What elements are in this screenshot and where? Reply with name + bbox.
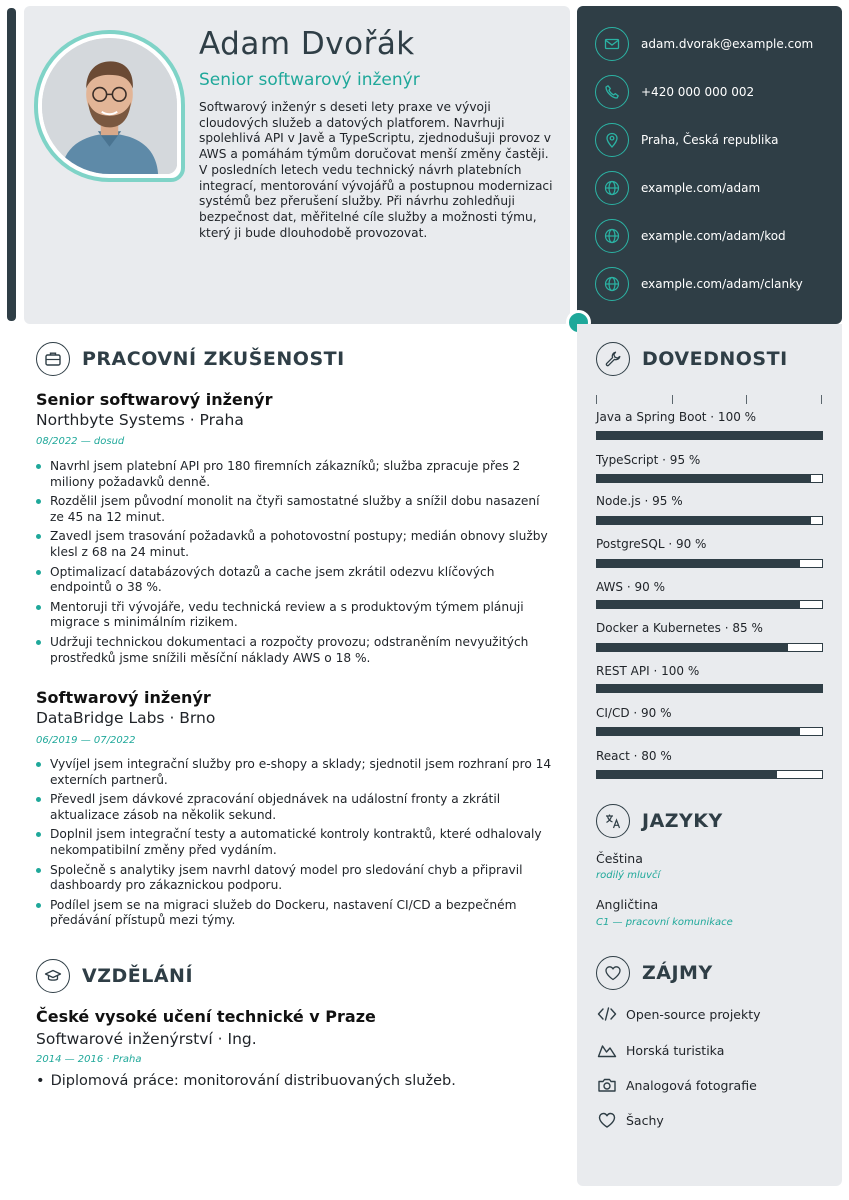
list-item: Optimalizací databázových dotazů a cache jsem zkrátil odezvu klíčových endpointů o 38 %. (36, 565, 556, 596)
contact-articles[interactable] (595, 267, 803, 301)
skill-bar-fill (597, 771, 777, 778)
scale-tick (821, 395, 822, 404)
interest-label: Open-source projekty (626, 1006, 761, 1022)
interest-label: Horská turistika (626, 1042, 725, 1058)
education-dates: 2014 — 2016 · Praha (36, 1054, 142, 1065)
skill-bar (596, 474, 823, 483)
profile-photo (42, 38, 177, 174)
graduation-cap-icon (36, 959, 70, 993)
job-1-company: Northbyte Systems · Praha (36, 411, 244, 429)
interest-item (596, 1039, 724, 1061)
education-thesis: • Diplomová práce: monitorování distribuovaných služeb. (36, 1073, 456, 1089)
mountain-icon (596, 1039, 618, 1061)
globe-icon (595, 219, 629, 253)
skill-bar (596, 516, 823, 525)
list-item: Rozdělil jsem původní monolit na čtyři samostatné služby a snížil dobu nasazení ze 45 na 12 minut. (36, 494, 556, 525)
education-degree: Softwarové inženýrství · Ing. (36, 1030, 257, 1048)
job-1-bullets (36, 459, 556, 670)
contact-website-text: example.com/adam (641, 181, 761, 195)
skills-heading (596, 342, 788, 376)
skill-bar-fill (597, 644, 788, 651)
skills-title: DOVEDNOSTI (642, 348, 788, 370)
skill-label: AWS · 90 % (596, 580, 665, 594)
skill-bar (596, 600, 823, 609)
job-2-company: DataBridge Labs · Brno (36, 709, 216, 727)
languages-title: JAZYKY (642, 810, 723, 832)
wrench-icon (596, 342, 630, 376)
skill-label: Java a Spring Boot · 100 % (596, 410, 757, 424)
profile-summary: Softwarový inženýr s deseti lety praxe ve vývoji cloudových služeb a datových platforem. Navrhuji spolehlivá API v Javě a TypeScriptu, zjednodušuji provoz v AWS a pomáhám týmům doručovat menší změny častěji. V posledních letech vedu technický návrh platebních integrací, mentorování vývojářů a postupnou modernizaci systémů bez přerušení služby. Při návrhu zohledňuji bezpečnost dat, měřitelné cíle služby a možnosti týmu, který ji bude dlouhodobě provozovat. (199, 100, 553, 240)
contact-location-text: Praha, Česká republika (641, 133, 779, 147)
list-item: Udržuji technickou dokumentaci a rozpočty provozu; odstraněním nevyužitých prostředků jsme snížili měsíční náklady AWS o 18 %. (36, 635, 556, 666)
phone-icon (595, 75, 629, 109)
candidate-name: Adam Dvořák (199, 26, 415, 62)
contact-email[interactable] (595, 27, 813, 61)
skill-bar (596, 431, 823, 440)
camera-icon (596, 1074, 618, 1096)
interests-heading (596, 956, 713, 990)
contact-website[interactable] (595, 171, 760, 205)
interest-item (596, 1003, 761, 1025)
skill-bar-fill (597, 601, 800, 608)
skill-label: React · 80 % (596, 749, 672, 763)
interests-title: ZÁJMY (642, 962, 713, 984)
job-1-title: Senior softwarový inženýr (36, 390, 273, 409)
job-2-bullets (36, 757, 556, 933)
contact-phone-text: +420 000 000 002 (641, 85, 755, 99)
list-item: Vyvíjel jsem integrační služby pro e-shopy a sklady; sjednotil jsem rozhraní pro 14 externích partnerů. (36, 757, 556, 788)
accent-strip (7, 8, 16, 321)
translate-icon (596, 804, 630, 838)
skill-scale (596, 395, 822, 405)
contact-email-text: adam.dvorak@example.com (641, 37, 814, 51)
language-name: Angličtina (596, 897, 659, 912)
skill-bar-fill (597, 475, 811, 482)
skill-label: PostgreSQL · 90 % (596, 537, 707, 551)
globe-icon (595, 267, 629, 301)
language-level: rodilý mluvčí (596, 870, 661, 881)
language-level: C1 — pracovní komunikace (596, 917, 733, 928)
heart-icon (596, 1109, 618, 1131)
list-item: Převedl jsem dávkové zpracování objednávek na událostní fronty a zkrátil aktualizace zásob na několik sekund. (36, 792, 556, 823)
contact-articles-text: example.com/adam/clanky (641, 277, 803, 291)
education-title: VZDĚLÁNÍ (82, 965, 194, 987)
skill-label: Node.js · 95 % (596, 494, 683, 508)
mail-icon (595, 27, 629, 61)
contact-code[interactable] (595, 219, 786, 253)
contact-location (595, 123, 778, 157)
skill-label: REST API · 100 % (596, 664, 700, 678)
experience-heading (36, 342, 345, 376)
languages-heading (596, 804, 723, 838)
scale-tick (746, 395, 747, 404)
list-item: Společně s analytiky jsem navrhl datový model pro sledování chyb a připravil dashboardy pro zákaznickou podporu. (36, 863, 556, 894)
skill-bar-fill (597, 560, 800, 567)
list-item: Zavedl jsem trasování požadavků a pohotovostní postupy; medián obnovy služby klesl z 68 na 24 minut. (36, 529, 556, 560)
list-item: Navrhl jsem platební API pro 180 firemních zákazníků; služba zpracuje přes 2 miliony požadavků denně. (36, 459, 556, 490)
experience-title: PRACOVNÍ ZKUŠENOSTI (82, 348, 345, 370)
skill-bar (596, 684, 823, 693)
language-name: Čeština (596, 851, 643, 866)
skill-label: Docker a Kubernetes · 85 % (596, 621, 763, 635)
briefcase-icon (36, 342, 70, 376)
job-1-dates: 08/2022 — dosud (36, 436, 125, 447)
skill-bar (596, 770, 823, 779)
skill-bar (596, 559, 823, 568)
scale-tick (672, 395, 673, 404)
code-icon (596, 1003, 618, 1025)
skill-bar-fill (597, 685, 822, 692)
interest-item (596, 1109, 664, 1131)
scale-tick (596, 395, 597, 404)
job-2-title: Softwarový inženýr (36, 688, 211, 707)
job-2-dates: 06/2019 — 07/2022 (36, 735, 136, 746)
list-item: Mentoruji tři vývojáře, vedu technická review a s produktovým týmem plánuji migrace s minimálním rizikem. (36, 600, 556, 631)
list-item: Podílel jsem se na migraci služeb do Dockeru, nastavení CI/CD a bezpečném předávání přístupů mezi týmy. (36, 898, 556, 929)
skill-bar (596, 727, 823, 736)
contact-phone[interactable] (595, 75, 754, 109)
education-heading (36, 959, 193, 993)
skill-label: TypeScript · 95 % (596, 453, 701, 467)
interest-label: Analogová fotografie (626, 1077, 757, 1093)
interest-item (596, 1074, 757, 1096)
globe-icon (595, 171, 629, 205)
skill-bar-fill (597, 432, 822, 439)
contact-code-text: example.com/adam/kod (641, 229, 786, 243)
skill-bar-fill (597, 517, 811, 524)
candidate-title: Senior softwarový inženýr (199, 70, 420, 90)
skill-bar (596, 643, 823, 652)
list-item: Doplnil jsem integrační testy a automatické kontroly kontraktů, které odhalovaly nekompatibilní změny před vydáním. (36, 827, 556, 858)
location-pin-icon (595, 123, 629, 157)
education-school: České vysoké učení technické v Praze (36, 1007, 376, 1026)
interest-label: Šachy (626, 1112, 664, 1128)
profile-photo-frame (34, 30, 185, 182)
heart-icon (596, 956, 630, 990)
skill-label: CI/CD · 90 % (596, 706, 672, 720)
skill-bar-fill (597, 728, 800, 735)
